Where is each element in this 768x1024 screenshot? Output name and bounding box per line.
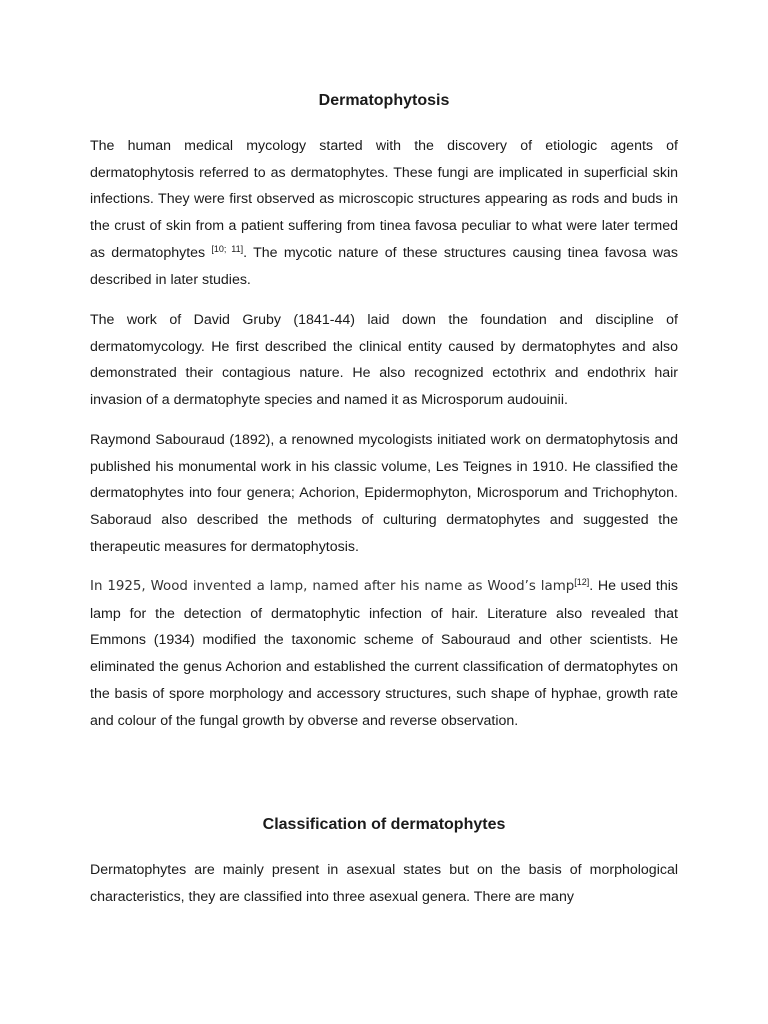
citation-ref-10-11: [10; 11] <box>211 243 244 254</box>
paragraph-4-text: . He used this lamp for the detection of dermatophytic infection of hair. Literature also revealed that Emmons (1934) modified the taxonomic scheme of Sabouraud and other scientists. He eliminated the genus Achorion and established the current classification of dermatophytes on the basis of spore morphology and accessory structures, such shape of hyphae, growth rate and colour of the fungal growth by obverse and reverse observation. <box>90 578 678 729</box>
paragraph-1-text-a: The human medical mycology started with the discovery of etiologic agents of dermatophytosis referred to as dermatophytes. These fungi are implicated in superficial skin infections. They were first observed as microscopic structures appearing as rods and buds in the crust of skin from a patient suffering from tinea favosa peculiar to what were later termed as dermatophytes <box>90 138 678 261</box>
citation-ref-12: [12] <box>574 577 590 587</box>
paragraph-1-text-b: . The mycotic nature of these structures causing tinea favosa was described in later studies. <box>90 244 679 288</box>
paragraph-3: Raymond Sabouraud (1892), a renowned mycologists initiated work on dermatophytosis and published his monumental work in his classic volume, Les Teignes in 1910. He classified the dermatophytes into four genera; Achorion, Epidermophyton, Microsporum and Trichophyton. Saboraud also described the methods of culturing dermatophytes and suggested the therapeutic measures for dermatophytosis. <box>90 432 678 555</box>
paragraph-2: The work of David Gruby (1841-44) laid down the foundation and discipline of dermatomycology. He first described the clinical entity caused by dermatophytes and also demonstrated their contagious nature. He also recognized ectothrix and endothrix hair invasion of a dermatophyte species and named it as Microsporum audouinii. <box>90 312 678 409</box>
paragraph-4 <box>90 573 678 734</box>
paragraph-1 <box>90 133 678 293</box>
paragraph-5: Dermatophytes are mainly present in asexual states but on the basis of morphological characteristics, they are classified into three asexual genera. There are many <box>90 862 678 905</box>
paragraph-4-lead: In 1925, Wood invented a lamp, named after his name as Wood’s lamp <box>90 579 575 594</box>
page-title: Dermatophytosis <box>318 92 450 109</box>
section-title-classification: Classification of dermatophytes <box>262 816 506 833</box>
